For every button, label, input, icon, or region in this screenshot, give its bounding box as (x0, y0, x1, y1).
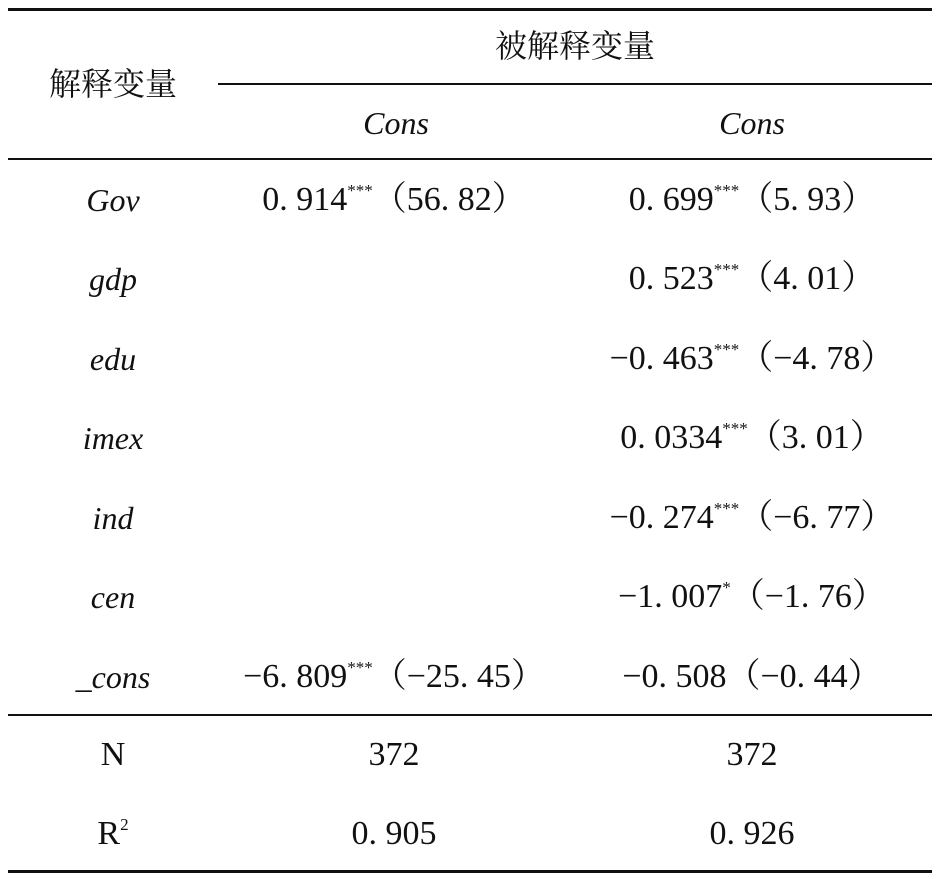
stat-label (101, 735, 126, 775)
coef-value: 0. 0334 (620, 419, 723, 456)
coef-value: 0. 699 (628, 181, 714, 218)
coef-cell-2 (622, 657, 881, 697)
stat-label-text: R (97, 815, 121, 852)
header-bottom-rule (8, 158, 932, 160)
t-statistic: （−6. 77） (739, 499, 895, 536)
t-statistic: （−25. 45） (372, 658, 545, 695)
coef-value: −0. 463 (609, 340, 714, 377)
significance-stars: *** (713, 340, 740, 359)
stat-label-text: N (100, 736, 126, 773)
t-statistic: （−0. 44） (726, 658, 882, 695)
stat-value-2: 0. 926 (709, 815, 795, 852)
group-rule (218, 83, 932, 85)
bottom-rule (8, 870, 932, 873)
coef-cell-2 (618, 577, 886, 617)
column-header-2: Cons (719, 105, 785, 141)
t-statistic: （4. 01） (739, 260, 876, 297)
significance-stars: *** (713, 181, 740, 200)
stub-header: 解释变量 (48, 65, 178, 103)
coef-value: 0. 523 (628, 260, 714, 297)
coef-cell-2 (629, 180, 876, 220)
coef-cell-1 (243, 657, 545, 697)
stat-label-sup: 2 (120, 815, 129, 834)
coef-value: −1. 007 (618, 578, 723, 615)
top-rule (8, 8, 932, 11)
stat-value-1: 372 (368, 736, 420, 773)
significance-stars: *** (347, 181, 373, 200)
stat-value-2: 372 (726, 736, 778, 773)
t-statistic: （3. 01） (747, 419, 884, 456)
stats-rule (8, 714, 932, 716)
row-label: gdp (89, 261, 137, 297)
row-label: edu (89, 341, 137, 377)
row-label: Gov (86, 182, 140, 218)
t-statistic: （−4. 78） (739, 340, 895, 377)
significance-stars: *** (713, 499, 740, 518)
row-label: ind (92, 500, 134, 536)
t-statistic: （−1. 76） (730, 578, 886, 615)
coef-cell-2 (610, 339, 895, 379)
coef-value: −0. 274 (609, 499, 714, 536)
row-label: imex (82, 420, 144, 456)
t-statistic: （56. 82） (372, 181, 526, 218)
coef-cell-1 (262, 180, 526, 220)
significance-stars: *** (713, 260, 740, 279)
stat-value-1: 0. 905 (351, 815, 437, 852)
row-label: cen (90, 579, 136, 615)
significance-stars: *** (722, 419, 748, 438)
significance-stars: *** (347, 658, 373, 677)
column-header-1: Cons (363, 105, 429, 141)
coef-value: −6. 809 (243, 658, 348, 695)
coef-value: 0. 914 (262, 181, 348, 218)
coef-cell-2 (620, 418, 884, 458)
stat-label (97, 814, 128, 854)
t-statistic: （5. 93） (739, 181, 876, 218)
row-label: _cons (75, 659, 151, 695)
coef-value: −0. 508 (622, 658, 727, 695)
coef-cell-2 (610, 498, 895, 538)
coef-cell-2 (629, 259, 876, 299)
significance-stars: * (722, 578, 731, 597)
group-header: 被解释变量 (494, 27, 656, 65)
